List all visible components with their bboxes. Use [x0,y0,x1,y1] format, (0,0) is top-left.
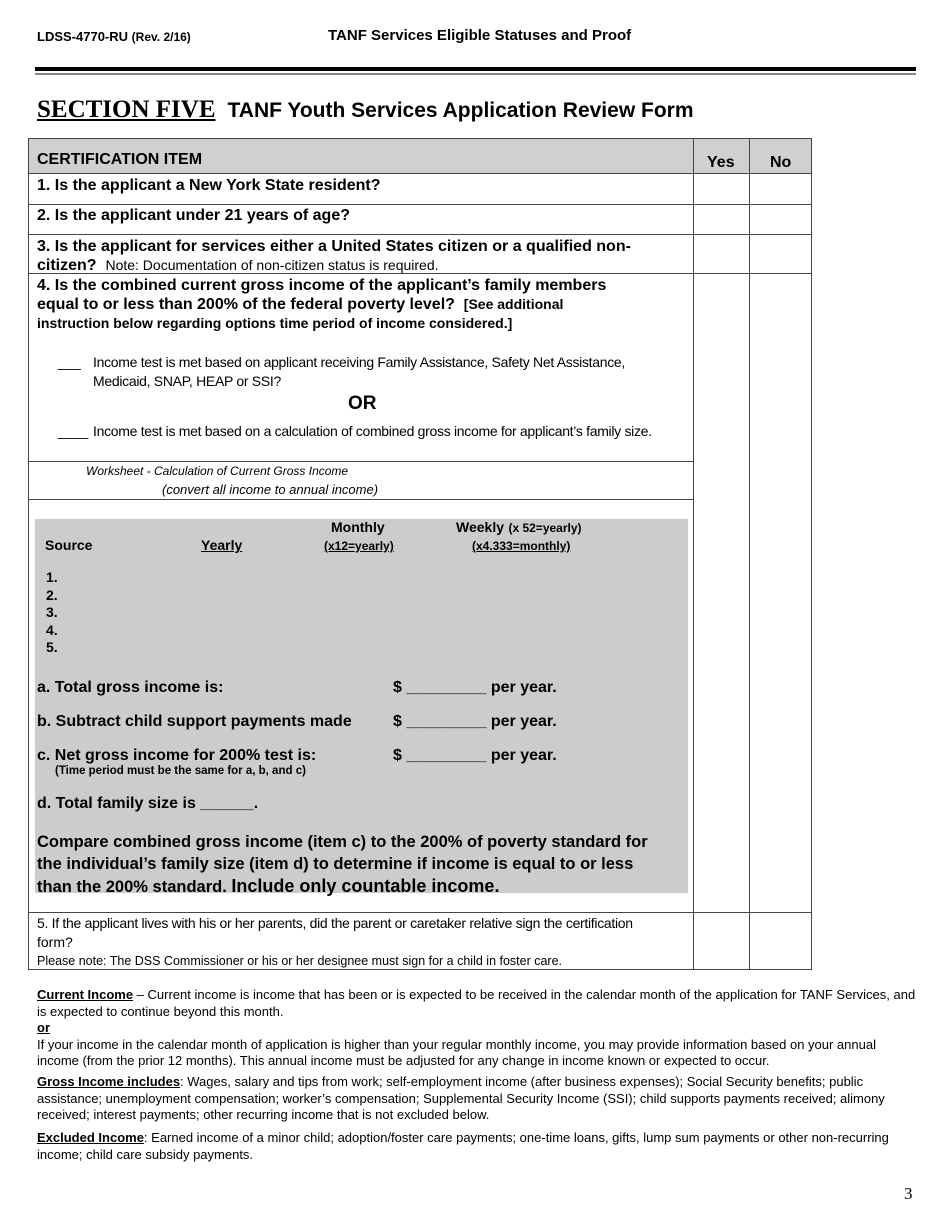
section-name: TANF Youth Services Application Review Form [227,99,694,122]
form-number: LDSS-4770-RU [37,29,129,44]
form-revision: (Rev. 2/16) [131,30,191,44]
question-5 [37,914,689,971]
compare-instruction [37,831,687,898]
question-1: 1. Is the applicant a New York State resident? [37,177,381,194]
q1-yes-cell[interactable] [694,174,749,204]
question-3-note: Note: Documentation of non-citizen status is required. [105,257,439,273]
total-gross-income-label: a. Total gross income is: [37,679,224,696]
or-label: or [37,1020,50,1035]
q3-no-cell[interactable] [750,235,811,273]
option-1-line-2: Medicaid, SNAP, HEAP or SSI? [93,373,281,389]
yearly-column-header: Yearly [201,537,243,553]
question-3-line-2: citizen? [37,257,97,274]
countable-income-note: Include only countable income. [231,876,500,896]
question-2: 2. Is the applicant under 21 years of age? [37,207,350,224]
worksheet-row-number: 4. [46,621,58,638]
question-4-line-1: 4. Is the combined current gross income of the applicant’s family members [37,277,607,294]
question-4-line-2: equal to or less than 200% of the federal poverty level? [37,296,455,313]
current-income-label: Current Income [37,987,134,1002]
gross-income-label: Gross Income includes [37,1074,181,1089]
monthly-column-header: Monthly [331,519,385,535]
current-income-text: – Current income is income that has been or is expected to be received in the calendar month of the application for TANF Services, and is expected to continue beyond this month. [37,987,916,1019]
source-column-header: Source [45,537,93,553]
question-5-line-2: form? [37,934,73,950]
worksheet-title: Worksheet - Calculation of Current Gross Income [86,464,349,478]
current-income-definition [37,987,917,1070]
q5-no-cell[interactable] [750,913,811,969]
time-period-note: (Time period must be the same for a, b, and c) [55,765,306,777]
gross-income-definition [37,1074,917,1124]
or-separator: OR [348,393,377,414]
q5-yes-cell[interactable] [694,913,749,969]
question-5-note: Please note: The DSS Commissioner or his or her designee must sign for a child in foster care. [37,954,563,968]
compare-line-1: Compare combined gross income (item c) to the 200% of poverty standard for [37,833,648,851]
question-5-line-1: 5. If the applicant lives with his or her parents, did the parent or caretaker relative sign the certification [37,915,633,931]
document-title: TANF Services Eligible Statuses and Proof [328,27,632,44]
yes-header: Yes [707,154,735,171]
weekly-column-header [456,519,582,537]
worksheet-row-number: 5. [46,639,58,655]
family-size-label[interactable]: d. Total family size is ______. [37,795,259,812]
option-1-text [93,353,693,391]
question-4-line-3: instruction below regarding options time period of income considered.] [37,315,513,331]
option-1-blank[interactable]: ___ [58,354,81,370]
net-gross-income-label: c. Net gross income for 200% test is: [37,747,317,764]
question-3 [37,237,631,275]
no-header: No [770,154,792,171]
q2-yes-cell[interactable] [694,205,749,234]
header-rule-thick [35,67,916,71]
page-number: 3 [904,1184,913,1203]
option-1-line-1: Income test is met based on applicant receiving Family Assistance, Safety Net Assistance, [93,354,626,370]
question-4 [37,276,606,333]
section-label: SECTION FIVE [37,96,216,123]
excluded-income-text: : Earned income of a minor child; adoption/foster care payments; one-time loans, gifts, lump sum payments or other non-recurring income; child care subsidy payments. [37,1130,889,1162]
worksheet-rows [46,569,58,657]
excluded-income-label: Excluded Income [37,1130,144,1145]
question-4-see: [See additional [463,296,564,312]
excluded-income-definition [37,1130,917,1163]
annual-income-alternative: If your income in the calendar month of application is higher than your regular monthly income, you may provide information based on your annual income (from the prior 12 months). This annual income must be adjusted for any change in income known or expected to occur. [37,1036,876,1068]
compare-line-3: than the 200% standard. [37,878,227,896]
child-support-amount[interactable]: $ _________ per year. [393,713,557,730]
q4-no-cell[interactable] [750,274,811,912]
child-support-label: b. Subtract child support payments made [37,713,352,730]
header-rule-thin [35,73,916,75]
weekly-label: Weekly [456,519,504,535]
weekly-column-subheader: (x4.333=monthly) [472,539,571,553]
certification-item-header: CERTIFICATION ITEM [37,151,203,168]
worksheet-subtitle: (convert all income to annual income) [162,482,379,497]
worksheet-row-number: 2. [46,586,58,603]
option-2-text: Income test is met based on a calculation of combined gross income for applicant’s family size. [93,423,652,439]
net-gross-income-amount[interactable]: $ _________ per year. [393,747,557,764]
q3-yes-cell[interactable] [694,235,749,273]
section-title [37,96,694,124]
question-3-line-1: 3. Is the applicant for services either a United States citizen or a qualified non- [37,238,631,255]
worksheet-row-number: 1. [46,569,58,585]
weekly-yearly-note: (x 52=yearly) [508,521,582,535]
option-2-blank[interactable]: ____ [58,423,88,439]
worksheet-divider [28,461,693,462]
compare-line-2: the individual’s family size (item d) to determine if income is equal to or less [37,855,634,873]
worksheet-divider [28,499,693,500]
worksheet-row-number: 3. [46,604,58,620]
total-gross-income-amount[interactable]: $ _________ per year. [393,679,557,696]
q2-no-cell[interactable] [750,205,811,234]
q4-yes-cell[interactable] [694,274,749,912]
monthly-column-subheader: (x12=yearly) [324,539,394,553]
gross-income-text: : Wages, salary and tips from work; self-employment income (after business expenses); Social Security benefits; public assistance; unemployment compensation; worker’s compensation; Supplemental Security Income (SSI); child supports payments received; alimony received; interest payments; other recurring income that is not excluded below. [37,1074,885,1122]
form-id [37,29,191,44]
q1-no-cell[interactable] [750,174,811,204]
